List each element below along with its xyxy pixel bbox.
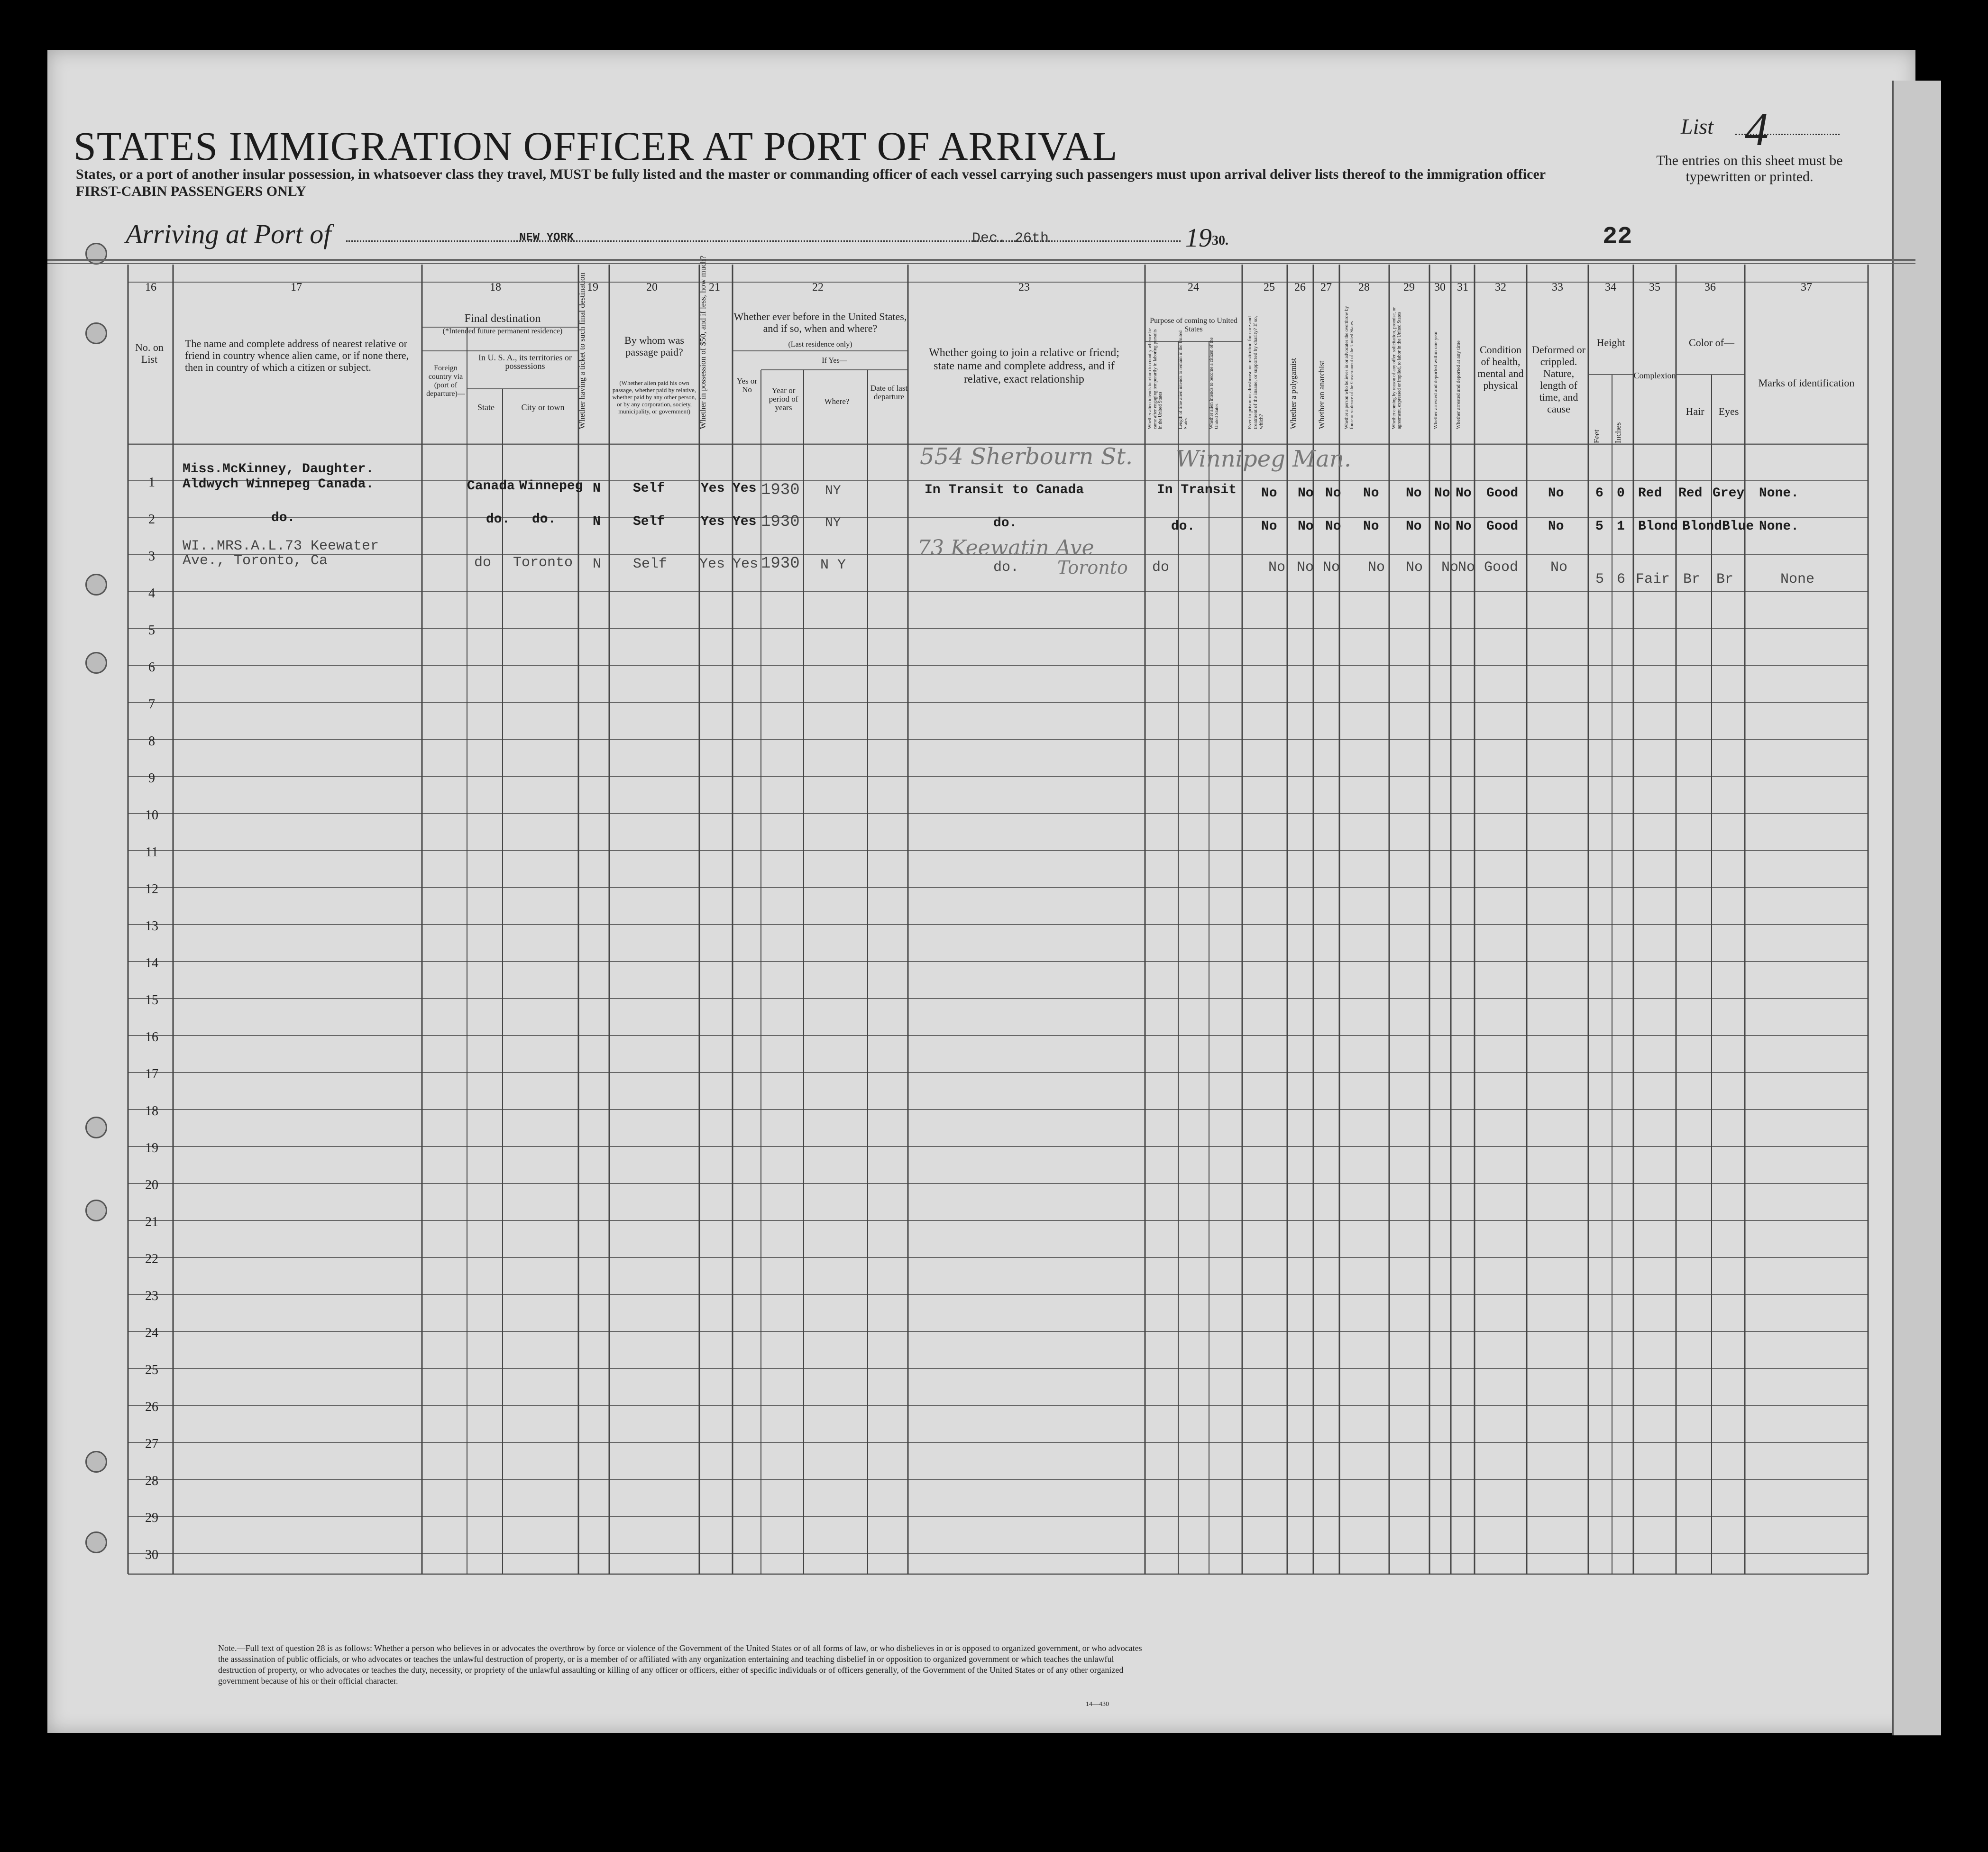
row3-eyes: Br bbox=[1716, 571, 1734, 587]
header-marks: Marks of identification bbox=[1758, 377, 1855, 389]
row3-overthrow: No bbox=[1368, 559, 1385, 576]
row2-relative-line1: do. bbox=[271, 511, 295, 525]
column-number: 36 bbox=[1704, 281, 1716, 293]
row1-relative-line2: Aldwych Winnepeg Canada. bbox=[183, 477, 374, 492]
header-yes-no: Yes or No bbox=[736, 376, 758, 394]
row-number: 5 bbox=[148, 623, 155, 638]
column-number: 25 bbox=[1264, 281, 1275, 293]
row1-ever-before: Yes bbox=[733, 481, 757, 496]
list-number: 4 bbox=[1745, 103, 1768, 156]
header-complexion: Complexion bbox=[1633, 371, 1676, 380]
handwritten-city-row3: Toronto bbox=[1057, 557, 1128, 578]
row2-deformed: No bbox=[1548, 519, 1564, 534]
row2-labor-offer: No bbox=[1406, 519, 1422, 534]
column-number: 27 bbox=[1320, 281, 1332, 293]
header-hair: Hair bbox=[1686, 405, 1704, 417]
row2-eyes: Blue bbox=[1722, 519, 1754, 534]
header-labor-offer: Whether coming by reason of any offer, solicitation, promise, or agreement, expressed or implied, to labor in the United States bbox=[1392, 307, 1402, 429]
row3-paid-by: Self bbox=[633, 556, 668, 572]
row3-anarchist: No bbox=[1323, 559, 1340, 576]
row1-labor-offer: No bbox=[1406, 486, 1422, 501]
row3-feet: 5 bbox=[1595, 571, 1604, 587]
column-number: 16 bbox=[145, 281, 156, 293]
row-number: 13 bbox=[145, 919, 158, 934]
header-fifty-dollars: Whether in possession of $50, and if less, how much? bbox=[698, 256, 707, 429]
row3-deformed: No bbox=[1550, 559, 1568, 576]
header-no-on-list: No. on List bbox=[135, 341, 164, 365]
handwritten-address-row3: 73 Keewatin Ave bbox=[917, 536, 1094, 560]
page-title: STATES IMMIGRATION OFFICER AT PORT OF ARRIVAL bbox=[73, 123, 1118, 169]
header-where: Where? bbox=[824, 397, 850, 406]
row-number: 4 bbox=[148, 586, 155, 601]
row3-inches: 6 bbox=[1617, 571, 1626, 587]
header-purpose-return: Whether alien intends to return to country whence he came after engaging temporarily in laboring pursuits in the United States bbox=[1147, 328, 1163, 429]
row3-labor-offer: No bbox=[1406, 559, 1423, 576]
row3-deported-one-year: No bbox=[1441, 559, 1459, 576]
row-number: 30 bbox=[145, 1548, 158, 1562]
row1-paid-by: Self bbox=[633, 481, 665, 496]
row3-fifty: Yes bbox=[699, 556, 725, 572]
row-number: 12 bbox=[145, 882, 158, 897]
header-date-departure: Date of last departure bbox=[870, 384, 908, 401]
list-label: List bbox=[1681, 114, 1714, 138]
sheet-number: 22 bbox=[1603, 223, 1632, 251]
header-deported-any-time: Whether arrested and deported at any time bbox=[1456, 340, 1461, 429]
header-polygamist: Whether a polygamist bbox=[1289, 358, 1298, 429]
row2-inches: 1 bbox=[1617, 519, 1625, 534]
row2-year: 1930 bbox=[761, 513, 800, 531]
row-number: 23 bbox=[145, 1289, 158, 1303]
row3-polygamist: No bbox=[1297, 559, 1314, 576]
row3-ticket: N bbox=[593, 556, 602, 572]
header-in-usa: In U. S. A., its territories or possessions bbox=[478, 353, 572, 371]
footnote: Note.—Full text of question 28 is as follows: Whether a person who believes in or advocates the overthrow by force or violence of the Government of the United States or of all forms of law, or who disbelieves in or is opposed to organized government, or who advocates the assassination of public officials, or who advocates or teaches the unlawful destruction of property, or is a member of or affiliated with any organization entertaining and teaching disbelief in or opposition to organized government or which teaches the unlawful destruction of property, or who advocates or teaches the duty, necessity, or propriety of the unlawful assaulting or killing of any officer or officers, either of specific individuals or of officers generally, of the Government of the United States or of any other organized government because of his or their official character. bbox=[218, 1643, 1142, 1686]
row1-deformed: No bbox=[1548, 486, 1564, 501]
row-number: 18 bbox=[145, 1104, 158, 1119]
row1-complexion: Red bbox=[1638, 486, 1662, 501]
row-number: 22 bbox=[145, 1252, 158, 1266]
header-height: Height bbox=[1596, 337, 1625, 348]
row3-prison: No bbox=[1268, 559, 1286, 576]
instructions-line-2: FIRST-CABIN PASSENGERS ONLY bbox=[76, 183, 306, 199]
row1-relative-line1: Miss.McKinney, Daughter. bbox=[183, 462, 374, 477]
row-number: 24 bbox=[145, 1326, 158, 1340]
row2-where: NY bbox=[825, 516, 841, 531]
row2-polygamist: No bbox=[1298, 519, 1314, 534]
row3-purpose: do bbox=[1152, 559, 1170, 576]
row1-join: In Transit to Canada bbox=[925, 483, 1084, 497]
row-number: 10 bbox=[145, 808, 158, 823]
column-number: 24 bbox=[1188, 281, 1199, 293]
row3-where: N Y bbox=[820, 557, 846, 573]
row1-overthrow: No bbox=[1363, 486, 1379, 501]
row-number: 19 bbox=[145, 1141, 158, 1155]
row2-prison: No bbox=[1261, 519, 1277, 534]
header-color-of: Color of— bbox=[1689, 337, 1734, 348]
row2-feet: 5 bbox=[1595, 519, 1603, 534]
row3-year: 1930 bbox=[761, 555, 800, 573]
header-health: Condition of health, mental and physical bbox=[1477, 344, 1524, 391]
header-state: State bbox=[477, 403, 495, 412]
row1-fifty: Yes bbox=[701, 481, 725, 496]
header-prison: Ever in prison or almshouse or institution for care and treatment of the insane, or supported by charity? If so, which? bbox=[1247, 316, 1264, 429]
header-year-period: Year or period of years bbox=[769, 386, 798, 412]
row1-state: Canada bbox=[467, 479, 515, 494]
header-join-relative: Whether going to join a relative or friend; state name and complete address, and if relative, exact relationship bbox=[929, 347, 1119, 385]
header-final-destination-sub: (*Intended future permanent residence) bbox=[442, 327, 563, 335]
row2-complexion: Blond bbox=[1638, 519, 1678, 534]
row-number: 8 bbox=[148, 734, 155, 749]
column-number: 31 bbox=[1457, 281, 1468, 293]
row2-fifty: Yes bbox=[701, 514, 725, 529]
date-value: Dec. 26th bbox=[972, 230, 1049, 247]
header-deported-one-year: Whether arrested and deported within one year bbox=[1433, 331, 1438, 429]
row2-purpose: do. bbox=[1171, 519, 1195, 534]
row-number: 16 bbox=[145, 1030, 158, 1045]
row3-marks: None bbox=[1780, 571, 1815, 587]
header-purpose: Purpose of coming to United States bbox=[1150, 317, 1237, 333]
row-number: 25 bbox=[145, 1363, 158, 1377]
row-number: 6 bbox=[148, 660, 155, 675]
year-prefix: 19 bbox=[1185, 223, 1212, 253]
row3-relative-line1: WI..MRS.A.L.73 Keewater bbox=[183, 538, 379, 554]
column-number: 30 bbox=[1434, 281, 1446, 293]
column-number: 22 bbox=[812, 281, 824, 293]
row1-hair: Red bbox=[1678, 486, 1703, 501]
row1-year: 1930 bbox=[761, 481, 800, 499]
row-number: 11 bbox=[145, 845, 158, 860]
row-number: 15 bbox=[145, 993, 158, 1008]
row1-marks: None. bbox=[1759, 486, 1799, 501]
header-ever-before: Whether ever before in the United States, and if so, when and where? bbox=[733, 311, 907, 334]
column-number: 23 bbox=[1018, 281, 1030, 293]
header-eyes: Eyes bbox=[1718, 405, 1739, 417]
header-overthrow: Whether a person who believes in or advocates the overthrow by force or violence of the Government of the United States bbox=[1344, 306, 1355, 429]
column-number: 28 bbox=[1358, 281, 1370, 293]
instructions-line-1: States, or a port of another insular possession, in whatsoever class they travel, MUST be fully listed and the master or commanding officer of each vessel carrying such passengers must upon arrival deliver lists thereof to the immigration officer bbox=[76, 166, 1546, 182]
port-value: NEW YORK bbox=[519, 231, 574, 244]
row1-polygamist: No bbox=[1298, 486, 1314, 501]
row2-deported-any-time: No bbox=[1456, 519, 1472, 534]
row1-deported-one-year: No bbox=[1434, 486, 1450, 501]
header-feet: Feet bbox=[1592, 429, 1601, 443]
row-number: 9 bbox=[148, 771, 155, 786]
handwritten-purpose-row1: Winnipeg Man. bbox=[1176, 446, 1352, 472]
column-number: 17 bbox=[291, 281, 302, 293]
header-paid-by-sub: (Whether alien paid his own passage, whether paid by relative, whether paid by any other person, or by any corporation, society, municipality, or government) bbox=[612, 379, 696, 415]
row3-ever-before: Yes bbox=[733, 556, 759, 572]
row2-overthrow: No bbox=[1363, 519, 1379, 534]
column-number: 26 bbox=[1294, 281, 1306, 293]
row1-feet: 6 bbox=[1595, 486, 1603, 501]
column-number: 19 bbox=[587, 281, 598, 293]
row1-deported-any-time: No bbox=[1456, 486, 1472, 501]
header-foreign-country: Foreign country via (port of departure)— bbox=[426, 364, 465, 398]
column-number: 20 bbox=[646, 281, 658, 293]
row2-ticket: N bbox=[593, 514, 601, 529]
row1-city: Winnepeg bbox=[519, 479, 583, 494]
header-relative: The name and complete address of nearest relative or friend in country whence alien came, or if none there, then in country of which a citizen or subject. bbox=[185, 338, 409, 373]
row-number: 29 bbox=[145, 1511, 158, 1525]
row1-health: Good bbox=[1486, 486, 1519, 501]
row-number: 28 bbox=[145, 1474, 158, 1488]
header-ever-before-sub: (Last residence only) bbox=[788, 340, 852, 348]
header-final-destination: Final destination bbox=[464, 312, 541, 325]
column-number: 33 bbox=[1552, 281, 1563, 293]
row3-join: do. bbox=[993, 559, 1019, 576]
column-number: 29 bbox=[1403, 281, 1415, 293]
arriving-label: Arriving at Port of bbox=[126, 219, 331, 249]
header-paid-by: By whom was passage paid? bbox=[624, 334, 684, 358]
column-number: 34 bbox=[1605, 281, 1616, 293]
row3-relative-line2: Ave., Toronto, Ca bbox=[183, 553, 328, 569]
header-anarchist: Whether an anarchist bbox=[1317, 360, 1326, 429]
header-purpose-length: Length of time alien intends to remain in the United States bbox=[1178, 330, 1189, 429]
column-number: 32 bbox=[1495, 281, 1506, 293]
header-purpose-citizen: Whether alien intends to become a citizen of the United States bbox=[1209, 337, 1219, 429]
row1-prison: No bbox=[1261, 486, 1277, 501]
column-number: 18 bbox=[490, 281, 501, 293]
row-number: 2 bbox=[148, 512, 155, 527]
row1-where: NY bbox=[825, 484, 841, 498]
row3-health: Good bbox=[1484, 559, 1519, 576]
row-number: 26 bbox=[145, 1400, 158, 1414]
row-number: 27 bbox=[145, 1437, 158, 1451]
row-number: 14 bbox=[145, 956, 158, 971]
row3-state: do bbox=[474, 555, 492, 571]
header-ticket: Whether having a ticket to such final destination bbox=[577, 273, 586, 429]
row2-marks: None. bbox=[1759, 519, 1799, 534]
column-number: 21 bbox=[709, 281, 720, 293]
typewritten-note: The entries on this sheet must be typewritten or printed. bbox=[1656, 153, 1843, 184]
row2-state: do. bbox=[486, 512, 510, 527]
row1-ticket: N bbox=[593, 481, 601, 496]
row3-hair: Br bbox=[1683, 571, 1701, 587]
row3-deported-any-time: No bbox=[1458, 559, 1475, 576]
form-number: 14—430 bbox=[1086, 1701, 1109, 1708]
header-city: City or town bbox=[521, 403, 565, 412]
row2-city: do. bbox=[532, 512, 556, 527]
row-number: 21 bbox=[145, 1215, 158, 1229]
row-number: 17 bbox=[145, 1067, 158, 1082]
handwritten-address-row1: 554 Sherbourn St. bbox=[920, 443, 1133, 470]
row1-purpose: In Transit bbox=[1157, 483, 1237, 497]
row-number: 20 bbox=[145, 1178, 158, 1192]
row1-eyes: Grey bbox=[1713, 486, 1745, 501]
row3-city: Toronto bbox=[513, 555, 573, 571]
row-number: 1 bbox=[148, 475, 155, 490]
column-number: 35 bbox=[1649, 281, 1660, 293]
row2-join: do. bbox=[993, 516, 1017, 531]
year-suffix: 30. bbox=[1212, 233, 1228, 248]
row2-ever-before: Yes bbox=[733, 514, 757, 529]
row1-anarchist: No bbox=[1325, 486, 1341, 501]
row1-inches: 0 bbox=[1617, 486, 1625, 501]
column-number: 37 bbox=[1801, 281, 1812, 293]
row-number: 3 bbox=[148, 549, 155, 564]
row2-deported-one-year: No bbox=[1434, 519, 1450, 534]
header-inches: Inches bbox=[1613, 422, 1622, 443]
header-if-yes: If Yes— bbox=[822, 357, 847, 365]
row-number: 7 bbox=[148, 697, 155, 712]
header-deformed: Deformed or crippled. Nature, length of time, and cause bbox=[1531, 344, 1585, 415]
row2-health: Good bbox=[1486, 519, 1519, 534]
row2-paid-by: Self bbox=[633, 514, 665, 529]
row2-anarchist: No bbox=[1325, 519, 1341, 534]
row2-hair: Blond bbox=[1682, 519, 1722, 534]
row3-complexion: Fair bbox=[1636, 571, 1670, 587]
